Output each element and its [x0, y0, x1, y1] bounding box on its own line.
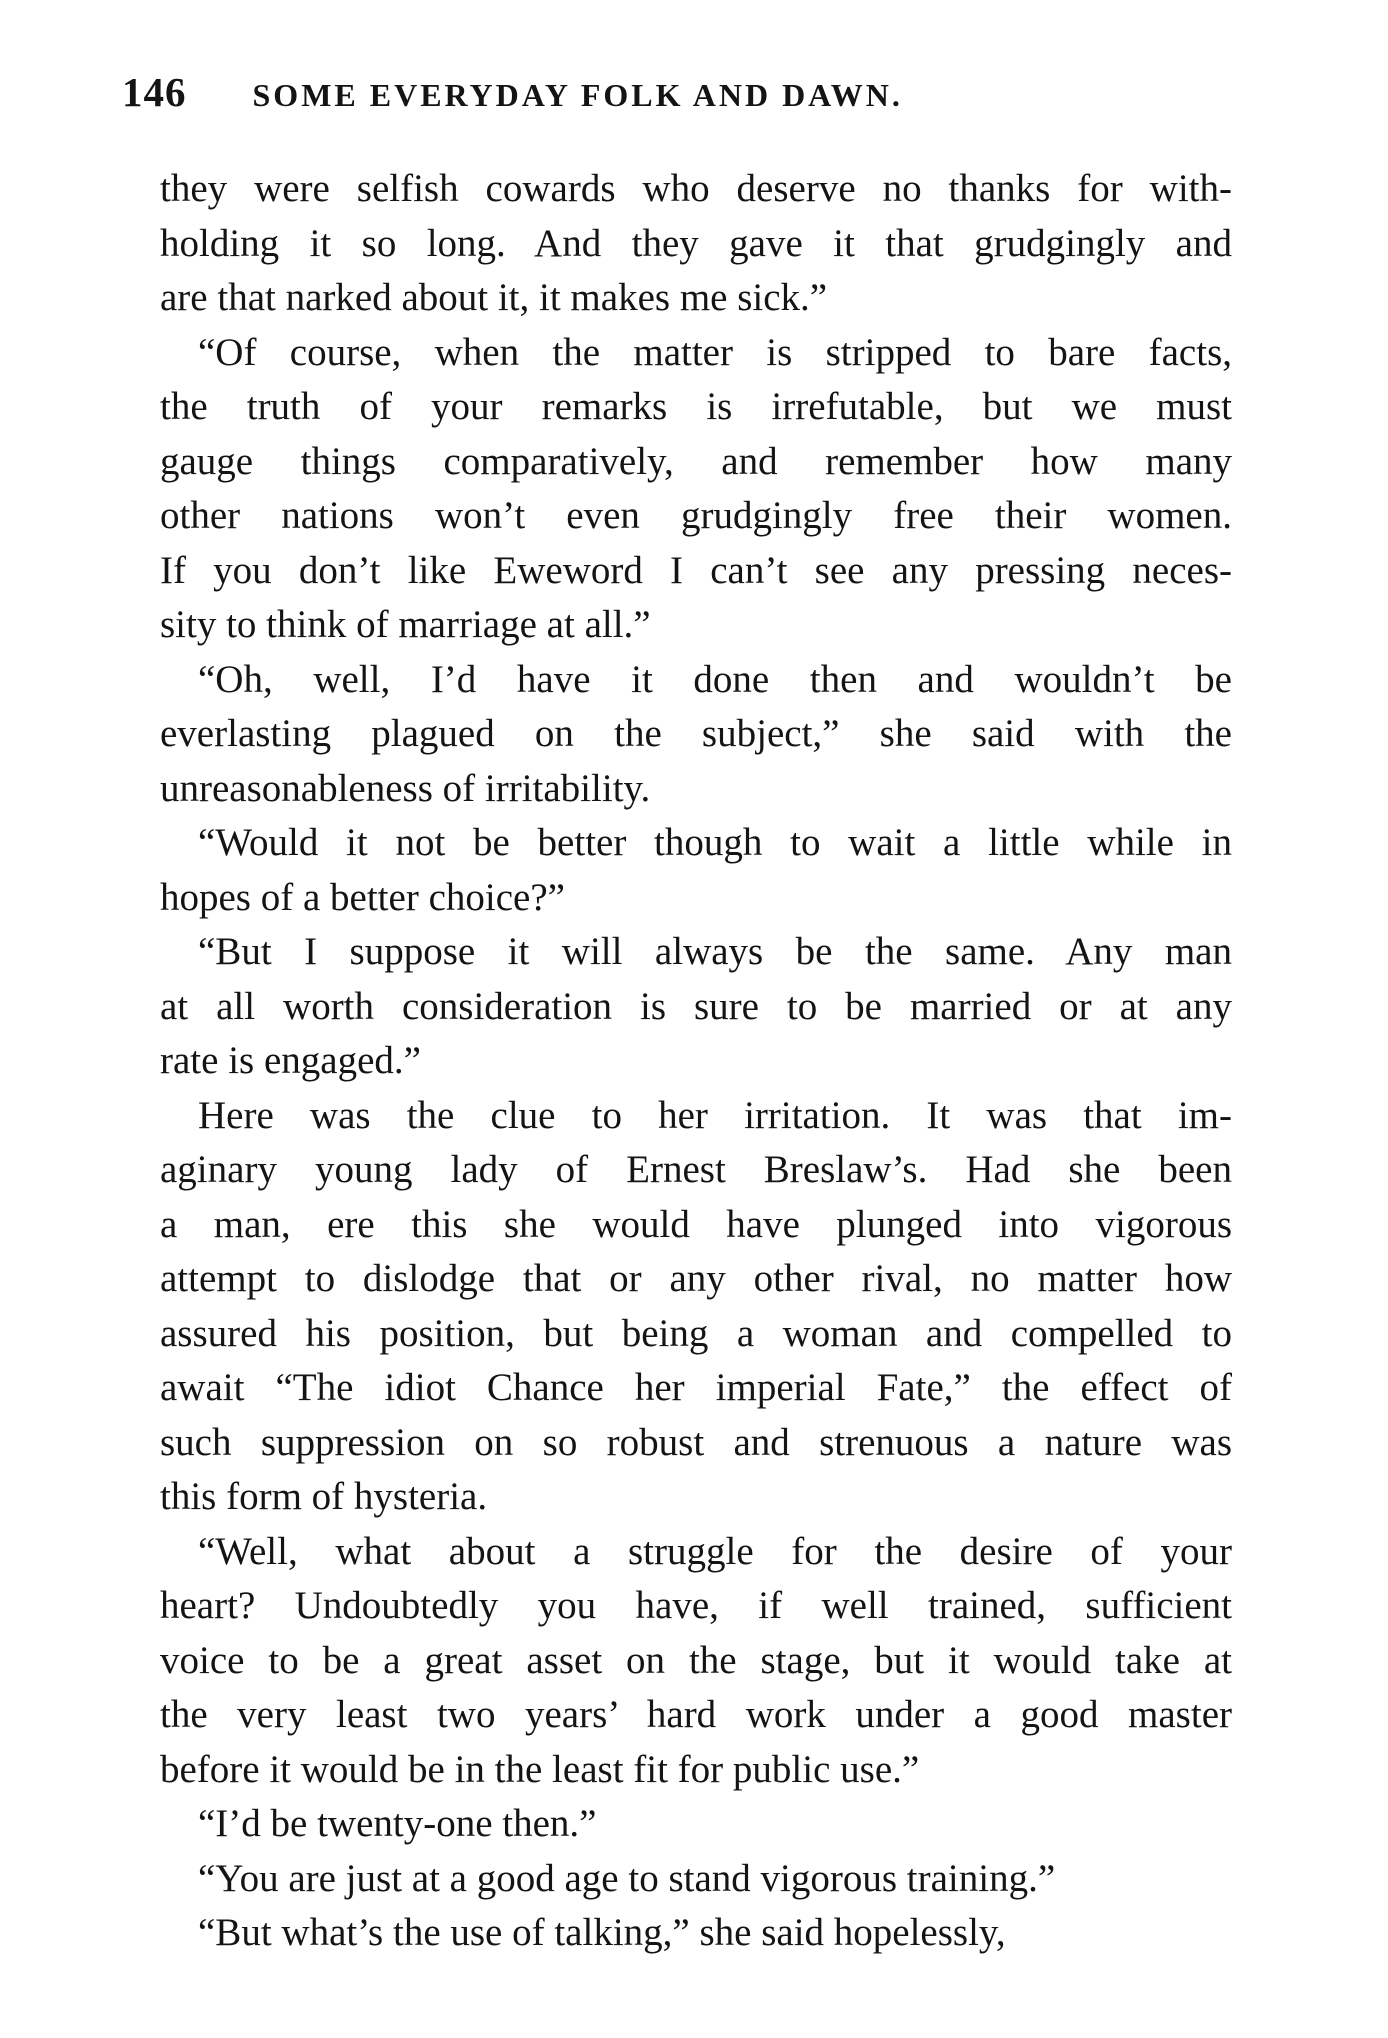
text-line: assured his position, but being a woman and compelled to: [160, 1311, 1232, 1355]
paragraph: [122, 1089, 1232, 1525]
text-line: heart? Undoubtedly you have, if well trained, sufficient: [160, 1584, 1232, 1627]
text-line: attempt to dislodge that or any other rival, no matter how: [160, 1257, 1232, 1300]
paragraph: [122, 1525, 1232, 1798]
text-line: “You are just at a good age to stand vigorous training.”: [198, 1856, 1056, 1900]
text-line: a man, ere this she would have plunged into vigorous: [160, 1202, 1232, 1246]
paragraph: [122, 816, 1232, 925]
text-line: holding it so long. And they gave it that grudgingly and: [160, 221, 1232, 265]
text-line: other nations won’t even grudgingly free their women.: [160, 494, 1232, 537]
text-line: “But I suppose it will always be the same. Any man: [198, 930, 1232, 973]
text-line: “Of course, when the matter is stripped to bare facts,: [198, 330, 1232, 374]
text-line: If you don’t like Eweword I can’t see any pressing neces-: [160, 548, 1232, 592]
text-line: “I’d be twenty-one then.”: [198, 1802, 597, 1845]
paragraph: [122, 653, 1232, 817]
paragraph: [122, 1906, 1232, 1961]
text-line: voice to be a great asset on the stage, but it would take at: [160, 1638, 1232, 1682]
paragraph: [122, 162, 1232, 326]
text-line: before it would be in the least fit for public use.”: [160, 1747, 920, 1791]
text-line: aginary young lady of Ernest Breslaw’s. Had she been: [160, 1148, 1232, 1191]
text-line: rate is engaged.”: [160, 1039, 421, 1082]
text-line: await “The idiot Chance her imperial Fate,” the effect of: [160, 1366, 1232, 1409]
paragraph: [122, 326, 1232, 653]
body-text: [122, 162, 1232, 1961]
text-line: sity to think of marriage at all.”: [160, 603, 651, 646]
text-line: “But what’s the use of talking,” she said hopelessly,: [198, 1911, 1006, 1954]
page-number: 146: [122, 69, 187, 115]
text-line: “Well, what about a struggle for the desire of your: [198, 1529, 1232, 1573]
text-line: gauge things comparatively, and remember how many: [160, 439, 1232, 483]
text-line: this form of hysteria.: [160, 1475, 488, 1518]
text-line: “Oh, well, I’d have it done then and wouldn’t be: [198, 657, 1232, 701]
text-line: everlasting plagued on the subject,” she said with the: [160, 712, 1232, 755]
paragraph: [122, 1797, 1232, 1852]
text-line: hopes of a better choice?”: [160, 875, 565, 919]
page-header: [122, 68, 1232, 128]
text-line: Here was the clue to her irritation. It was that im-: [198, 1093, 1232, 1137]
text-line: are that narked about it, it makes me sick.”: [160, 276, 828, 319]
running-title: SOME EVERYDAY FOLK AND DAWN.: [252, 77, 903, 113]
text-line: they were selfish cowards who deserve no thanks for with-: [160, 167, 1232, 210]
text-line: at all worth consideration is sure to be married or at any: [160, 984, 1232, 1028]
paragraph: [122, 1852, 1232, 1907]
text-line: “Would it not be better though to wait a little while in: [198, 821, 1232, 864]
text-line: unreasonableness of irritability.: [160, 766, 651, 810]
text-line: the very least two years’ hard work under a good master: [160, 1693, 1232, 1736]
paragraph: [122, 925, 1232, 1089]
text-line: such suppression on so robust and strenuous a nature was: [160, 1420, 1232, 1464]
text-line: the truth of your remarks is irrefutable, but we must: [160, 385, 1232, 428]
